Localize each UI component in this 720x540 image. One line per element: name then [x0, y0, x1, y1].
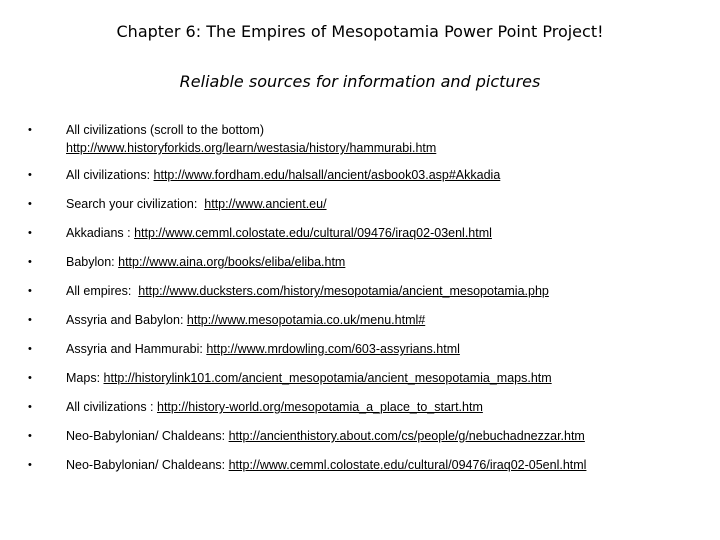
bullet-icon: • — [28, 256, 32, 268]
bullet-icon: • — [28, 343, 32, 355]
source-link[interactable]: http://www.mrdowling.com/603-assyrians.html — [206, 342, 460, 356]
item-label: Neo-Babylonian/ Chaldeans: — [66, 458, 229, 472]
source-link[interactable]: http://www.historyforkids.org/learn/westasia/history/hammurabi.htm — [66, 141, 437, 155]
source-link[interactable]: http://history-world.org/mesopotamia_a_place_to_start.htm — [157, 400, 483, 414]
item-label: Assyria and Babylon: — [66, 313, 187, 327]
bullet-icon: • — [28, 124, 32, 136]
source-link[interactable]: http://www.aina.org/books/eliba/eliba.htm — [118, 255, 346, 269]
bullet-icon: • — [28, 227, 32, 239]
bullet-icon: • — [28, 372, 32, 384]
slide-title: Chapter 6: The Empires of Mesopotamia Power Point Project! — [116, 22, 604, 41]
bullet-icon: • — [28, 169, 32, 181]
source-link[interactable]: http://www.fordham.edu/halsall/ancient/asbook03.asp#Akkadia — [153, 168, 501, 182]
bullet-icon: • — [28, 459, 32, 471]
item-label: All civilizations: — [66, 168, 154, 182]
bullet-icon: • — [28, 430, 32, 442]
item-label: Akkadians : — [66, 226, 135, 240]
source-link[interactable]: http://www.cemml.colostate.edu/cultural/09476/iraq02-03enl.html — [134, 226, 492, 240]
slide-subtitle: Reliable sources for information and pictures — [179, 72, 541, 91]
item-label: Maps: — [66, 371, 104, 385]
source-link[interactable]: http://www.ancient.eu/ — [204, 197, 327, 211]
source-link[interactable]: http://ancienthistory.about.com/cs/people/g/nebuchadnezzar.htm — [228, 429, 585, 443]
item-label: Assyria and Hammurabi: — [66, 342, 207, 356]
item-label: Search your civilization: — [66, 197, 205, 211]
item-label: Neo-Babylonian/ Chaldeans: — [66, 429, 229, 443]
source-link[interactable]: http://historylink101.com/ancient_mesopotamia/ancient_mesopotamia_maps.htm — [103, 371, 552, 385]
source-link[interactable]: http://www.mesopotamia.co.uk/menu.html# — [186, 313, 426, 327]
bullet-icon: • — [28, 198, 32, 210]
item-label: Babylon: — [66, 255, 119, 269]
item-label: All civilizations (scroll to the bottom) — [66, 123, 264, 137]
source-link[interactable]: http://www.cemml.colostate.edu/cultural/09476/iraq02-05enl.html — [228, 458, 587, 472]
bullet-icon: • — [28, 314, 32, 326]
bullet-icon: • — [28, 285, 32, 297]
item-label: All empires: — [66, 284, 139, 298]
item-label: All civilizations : — [66, 400, 157, 414]
source-link[interactable]: http://www.ducksters.com/history/mesopotamia/ancient_mesopotamia.php — [138, 284, 549, 298]
bullet-icon: • — [28, 401, 32, 413]
